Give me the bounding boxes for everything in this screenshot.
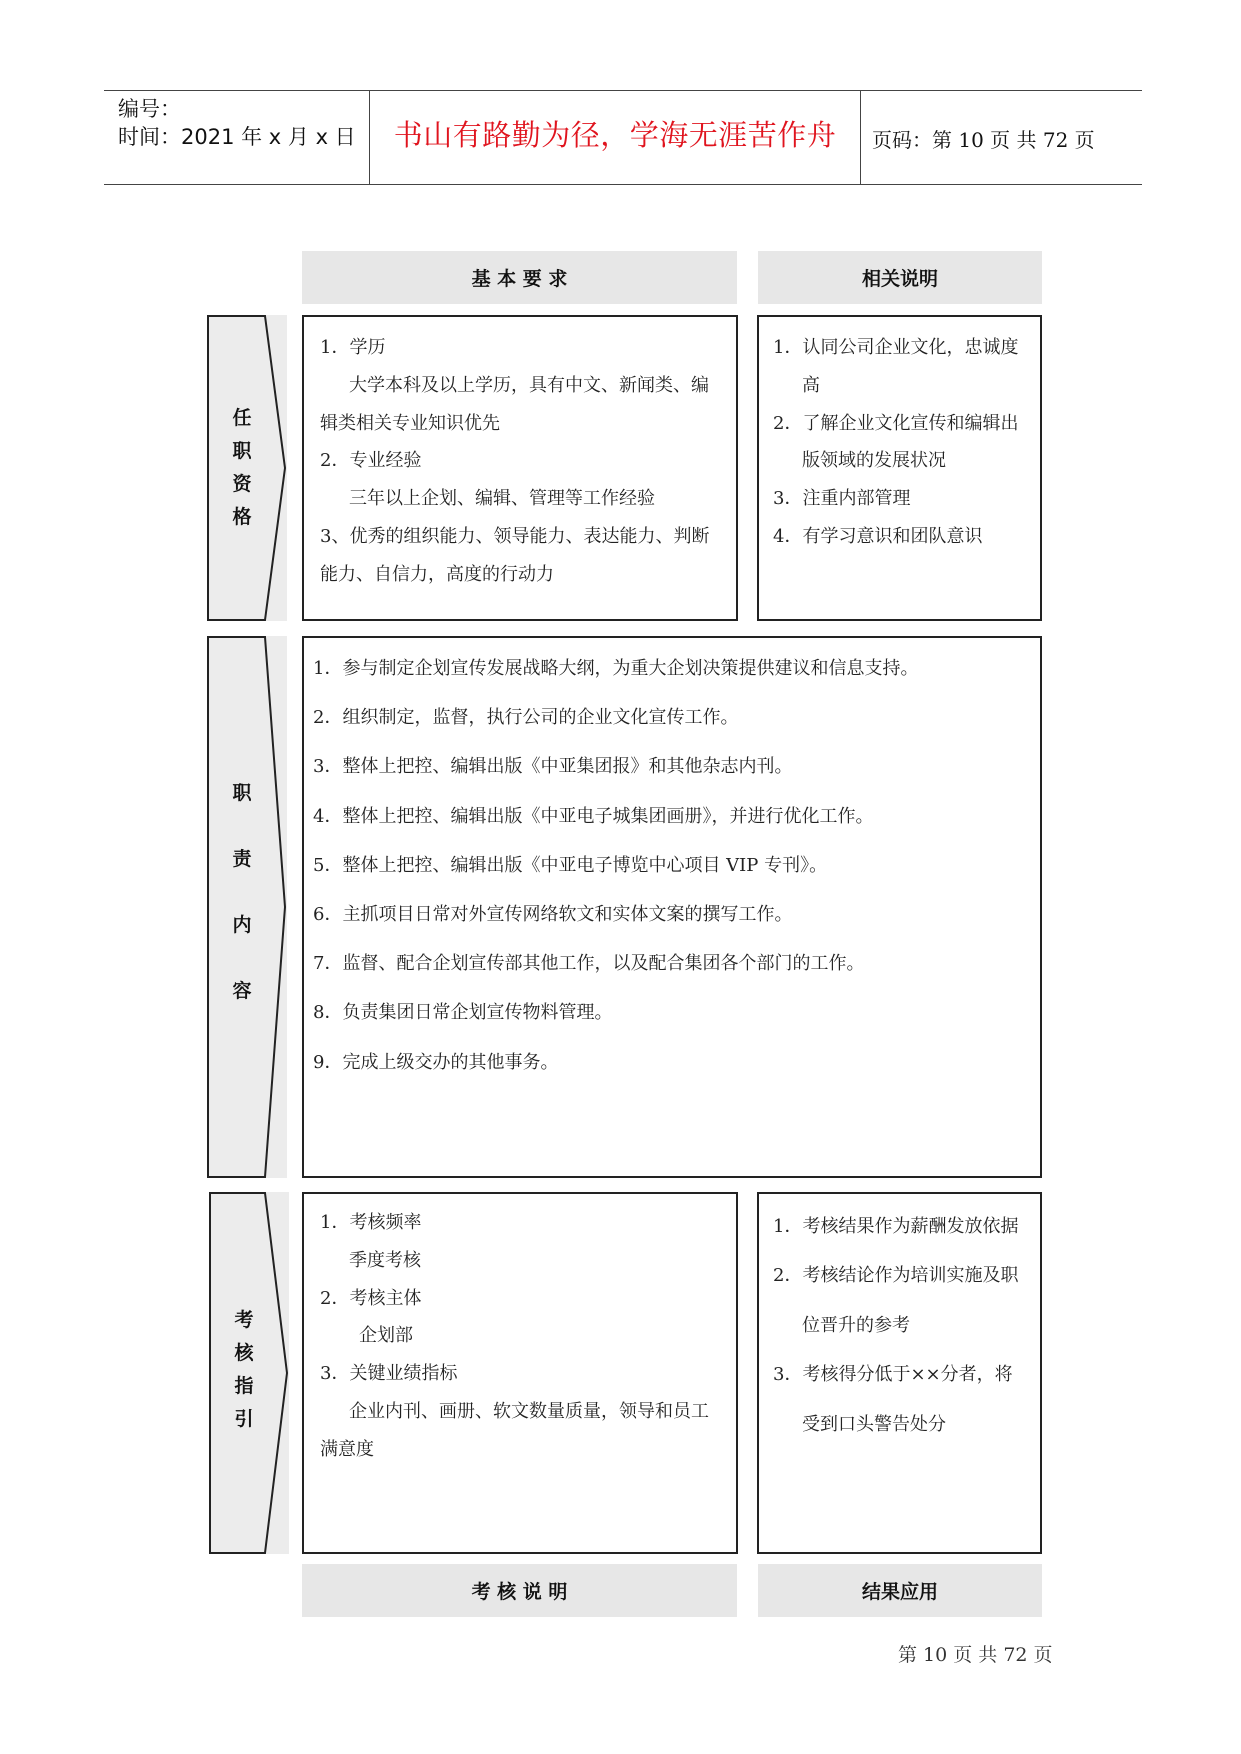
guide-line: 季度考核	[349, 1249, 421, 1271]
header-bottom-rule	[104, 184, 1142, 185]
responsibility-item: 4．整体上把控、编辑出版《中亚电子城集团画册》，并进行优化工作。	[313, 805, 874, 827]
side-char: 考	[234, 1309, 254, 1331]
result-line: 3．考核得分低于××分者，将	[773, 1364, 1013, 1386]
side-char: 职	[232, 782, 252, 804]
note-line: 2．了解企业文化宣传和编辑出	[773, 412, 1019, 434]
assessment-side-label	[209, 1192, 289, 1554]
page-footer: 第 10 页 共 72 页	[898, 1644, 1053, 1666]
result-line: 1．考核结果作为薪酬发放依据	[773, 1216, 1019, 1237]
guide-line: 企划部	[359, 1325, 413, 1347]
header-page-label: 页码：第 10 页 共 72 页	[872, 128, 1095, 152]
guide-line: 1．考核频率	[320, 1212, 422, 1233]
requirement-line: 1．学历	[320, 337, 386, 358]
side-char: 资	[232, 473, 252, 495]
requirement-line: 大学本科及以上学历，具有中文、新闻类、编	[349, 374, 709, 396]
header-motto: 书山有路勤为径，学海无涯苦作舟	[393, 118, 837, 152]
header-divider-right	[860, 90, 861, 184]
requirement-line: 能力、自信力，高度的行动力	[320, 563, 554, 585]
requirement-line: 3、优秀的组织能力、领导能力、表达能力、判断	[320, 525, 710, 547]
result-line: 2．考核结论作为培训实施及职	[773, 1265, 1019, 1287]
result-line: 受到口头警告处分	[802, 1413, 946, 1435]
qualifications-notes-box	[757, 315, 1042, 621]
result-line: 位晋升的参考	[802, 1314, 910, 1336]
responsibility-item: 6．主抓项目日常对外宣传网络软文和实体文案的撰写工作。	[313, 904, 793, 926]
responsibility-item: 9．完成上级交办的其他事务。	[313, 1051, 559, 1073]
note-line: 4．有学习意识和团队意识	[773, 525, 983, 547]
responsibility-item: 5．整体上把控、编辑出版《中亚电子博览中心项目 VIP 专刊》。	[313, 854, 828, 876]
responsibility-item: 8．负责集团日常企划宣传物料管理。	[313, 1002, 613, 1024]
responsibility-item: 3．整体上把控、编辑出版《中亚集团报》和其他杂志内刊。	[313, 756, 793, 778]
responsibility-item: 1．参与制定企划宣传发展战略大纲，为重大企划决策提供建议和信息支持。	[313, 658, 919, 679]
guide-line: 2．考核主体	[320, 1287, 422, 1309]
note-line: 版领域的发展状况	[802, 450, 946, 472]
related-notes-header: 相关说明	[758, 251, 1042, 304]
responsibility-item: 7．监督、配合企划宣传部其他工作，以及配合集团各个部门的工作。	[313, 953, 865, 975]
responsibilities-box	[302, 636, 1042, 1178]
side-char: 任	[232, 407, 252, 429]
guide-line: 企业内刊、画册、软文数量质量，领导和员工	[349, 1400, 709, 1422]
requirement-line: 2．专业经验	[320, 450, 422, 472]
side-char: 引	[234, 1408, 254, 1430]
side-char: 内	[232, 914, 252, 936]
side-char: 容	[232, 980, 252, 1002]
note-line: 3．注重内部管理	[773, 488, 911, 510]
responsibility-item: 2．组织制定，监督，执行公司的企业文化宣传工作。	[313, 707, 739, 729]
side-char: 职	[232, 440, 252, 462]
basic-requirements-header: 基 本 要 求	[302, 251, 737, 304]
guide-line: 3．关键业绩指标	[320, 1363, 458, 1385]
header-time-label: 时间：2021 年 x 月 x 日	[118, 125, 356, 149]
header-top-rule	[104, 90, 1142, 91]
assessment-guide-box	[302, 1192, 738, 1554]
guide-line: 满意度	[320, 1438, 374, 1460]
header-number-label: 编号：	[118, 97, 181, 121]
assessment-notes-footer: 考 核 说 明	[302, 1564, 737, 1617]
requirement-line: 三年以上企划、编辑、管理等工作经验	[349, 488, 655, 510]
responsibilities-side-label	[207, 636, 287, 1178]
assessment-results-box	[757, 1192, 1042, 1554]
qualifications-side-label	[207, 315, 287, 621]
qualifications-requirements-box	[302, 315, 738, 621]
note-line: 1．认同公司企业文化，忠诚度	[773, 337, 1019, 358]
side-char: 格	[232, 506, 252, 528]
side-char: 指	[234, 1375, 254, 1397]
note-line: 高	[802, 374, 820, 396]
side-char: 责	[232, 848, 252, 870]
result-application-footer: 结果应用	[758, 1564, 1042, 1617]
side-char: 核	[234, 1342, 254, 1364]
requirement-line: 辑类相关专业知识优先	[320, 412, 500, 434]
